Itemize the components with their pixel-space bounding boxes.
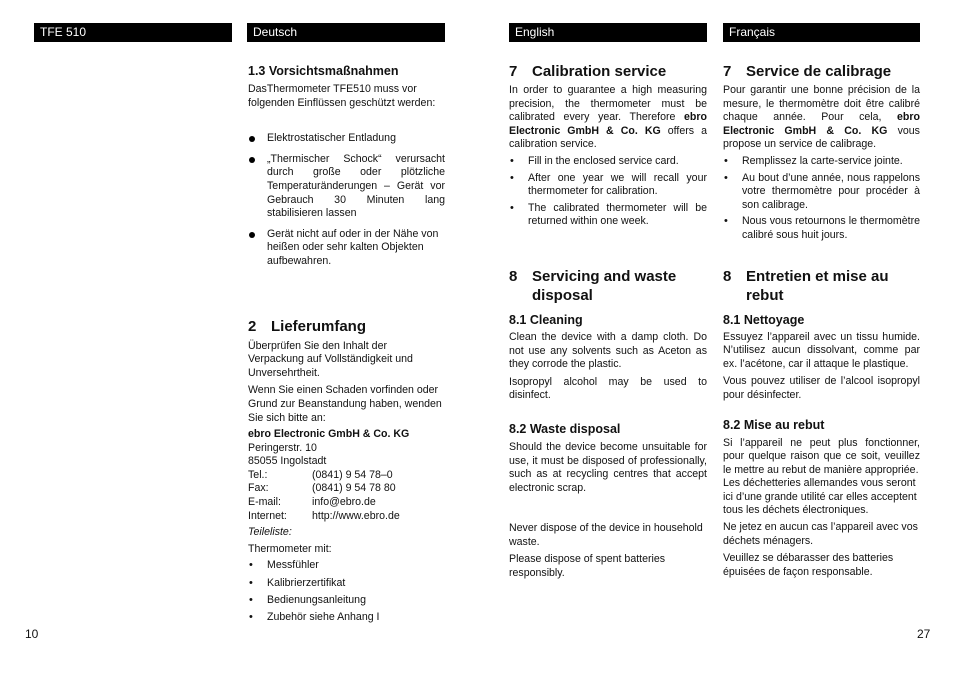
company-name: ebro Electronic GmbH & Co. KG	[723, 111, 920, 137]
contact-label: Tel.:	[248, 468, 268, 481]
english-column	[509, 62, 707, 581]
cleaning-paragraph-fr: Essuyez l’appareil avec un tissu humide. N’utilisez aucun dissolvant, comme par ex. l’acétone, car il attaque le plastique.	[723, 330, 920, 370]
list-item: Gerät nicht auf oder in der Nähe von heißen oder sehr kalten Objekten aufbewahren.	[248, 228, 445, 269]
calibration-heading	[509, 62, 707, 81]
list-item: • Nous vous retournons le thermomètre calibré sous huit jours.	[723, 215, 920, 242]
german-column	[248, 63, 445, 624]
contact-value: http://www.ebro.de	[312, 509, 400, 522]
list-item: • Remplissez la carte-service jointe.	[723, 155, 920, 169]
servicing-heading-fr	[723, 267, 920, 305]
waste-paragraph: Please dispose of spent batteries responsibly.	[509, 553, 666, 580]
cleaning-paragraph-fr: Vous pouvez utiliser de l’alcool isopropyl pour désinfecter.	[723, 375, 920, 401]
section-title: Lieferumfang	[271, 317, 367, 335]
company-street: Peringerstr. 10	[248, 441, 317, 454]
waste-heading-fr: 8.2 Mise au rebut	[723, 417, 825, 432]
waste-heading: 8.2 Waste disposal	[509, 421, 621, 436]
list-item: • Fill in the enclosed service card.	[509, 155, 707, 169]
page-number-right: 27	[917, 627, 931, 641]
calibration-heading-fr	[723, 62, 920, 81]
contact-value: info@ebro.de	[312, 496, 376, 509]
list-item: Elektrostatischer Entladung	[248, 132, 445, 146]
parts-list	[248, 559, 445, 624]
waste-paragraph-fr: Les déchetteries allemandes vous seront ici d’une grande utilité car elles acceptent tous les déchets électroniques.	[723, 477, 917, 517]
contact-row	[248, 482, 445, 496]
delivery-paragraph: Wenn Sie einen Schaden vorfinden oder Grund zur Beanstandung haben, wenden Sie sich bitte an:	[248, 384, 442, 424]
header-tfe-510: TFE 510	[34, 23, 232, 42]
text-span: In order to guarantee a high measuring precision, the thermometer must be calibrated every year. Therefore	[509, 84, 707, 124]
text-span: offers a calibration service.	[509, 124, 707, 151]
contact-row	[248, 510, 445, 524]
list-item: „Thermischer Schock“ verursacht durch große oder plötzliche Temperaturänderungen – Gerät vor Gebrauch 30 Minuten lang stabilisieren lassen	[248, 153, 445, 221]
list-item: • Zubehör siehe Anhang I	[248, 611, 445, 625]
parts-intro: Thermometer mit:	[248, 542, 332, 555]
section-number: 2	[248, 317, 257, 335]
list-item: • Messfühler	[248, 559, 445, 573]
cleaning-heading: 8.1 Cleaning	[509, 312, 583, 327]
list-item: • Bedienungsanleitung	[248, 594, 445, 608]
contact-row	[248, 496, 445, 510]
calibration-list-fr	[723, 155, 920, 243]
contact-label: E-mail:	[248, 496, 281, 509]
waste-paragraph: Should the device become unsuitable for use, it must be disposed of professionally, such as at recycling centres that accept electronic scrap.	[509, 440, 707, 494]
calibration-list	[509, 155, 707, 229]
calibration-paragraph-fr	[723, 84, 920, 152]
cleaning-paragraph: Clean the device with a damp cloth. Do not use any solvents such as Aceton as they corrode the plastic.	[509, 330, 707, 371]
page-number-left: 10	[25, 627, 39, 641]
precautions-heading: 1.3 Vorsichtsmaßnahmen	[248, 64, 399, 78]
company-name: ebro Electronic GmbH & Co. KG	[248, 428, 410, 441]
contact-row	[248, 469, 445, 483]
list-item: • Au bout d’une année, nous rappelons votre thermomètre pour procéder à son calibrage.	[723, 172, 920, 213]
section-number: 7	[723, 63, 732, 80]
contact-value: (0841) 9 54 78 80	[312, 482, 396, 495]
french-column	[723, 62, 920, 579]
waste-paragraph-fr: Ne jetez en aucun cas l’appareil avec vos déchets ménagers.	[723, 521, 918, 547]
section-title: Calibration service	[532, 63, 667, 80]
section-number: 8	[723, 267, 732, 285]
text-span: vous propose un service de calibrage.	[723, 124, 920, 151]
header-english: English	[509, 23, 707, 42]
waste-paragraph-fr: Veuillez se débarasser des batteries épuisées de façon responsable.	[723, 552, 894, 578]
delivery-paragraph: Überprüfen Sie den Inhalt der Verpackung auf Vollständigkeit und Unversehrtheit.	[248, 339, 413, 379]
cleaning-heading-fr: 8.1 Nettoyage	[723, 312, 805, 327]
contact-value: (0841) 9 54 78–0	[312, 468, 393, 481]
waste-paragraph-fr: Si l’appareil ne peut plus fonctionner, pour quelque raison que ce soit, veuillez le mettre au rebut de manière appropriée.	[723, 436, 920, 476]
section-title: Service de calibrage	[746, 63, 892, 80]
list-item: • The calibrated thermometer will be returned within one week.	[509, 202, 707, 229]
header-deutsch: Deutsch	[247, 23, 445, 42]
waste-paragraph: Never dispose of the device in household waste.	[509, 522, 703, 548]
section-title: Entretien et mise au rebut	[746, 267, 889, 304]
text-span: Pour garantir une bonne précision de la mesure, le thermomètre doit être calibré chaque année. Pour cela,	[723, 84, 920, 124]
delivery-heading	[248, 317, 445, 336]
parts-label: Teileliste:	[248, 526, 292, 539]
section-number: 8	[509, 267, 518, 285]
section-title: Servicing and waste disposal	[532, 267, 677, 304]
precautions-intro: DasThermometer TFE510 muss vor folgenden Einflüssen geschützt werden:	[248, 83, 436, 109]
list-item: • Kalibrierzertifikat	[248, 577, 445, 591]
company-name: ebro Electronic GmbH & Co. KG	[509, 111, 707, 137]
section-number: 7	[509, 63, 518, 80]
calibration-paragraph	[509, 84, 707, 152]
servicing-heading	[509, 267, 707, 305]
header-francais: Français	[723, 23, 920, 42]
contact-label: Fax:	[248, 482, 269, 495]
contact-label: Internet:	[248, 509, 287, 522]
company-city: 85055 Ingolstadt	[248, 455, 327, 468]
precautions-list	[248, 132, 445, 268]
list-item: • After one year we will recall your thermometer for calibration.	[509, 172, 707, 199]
cleaning-paragraph: Isopropyl alcohol may be used to disinfect.	[509, 375, 707, 402]
